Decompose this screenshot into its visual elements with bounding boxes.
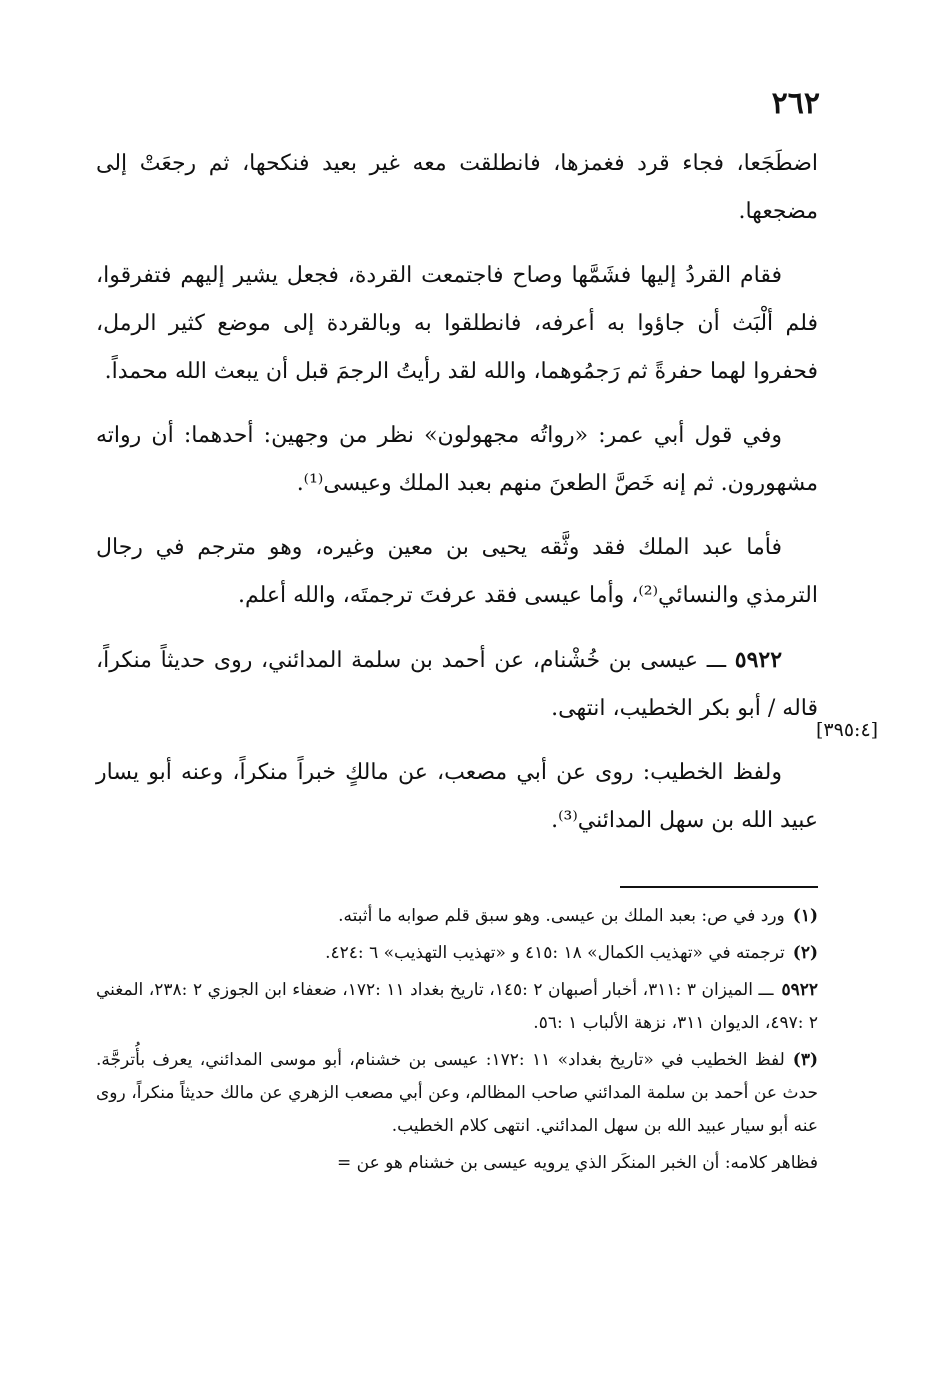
paragraph-1: اضطَجَعا، فجاء قرد فغمزها، فانطلقت معه غير بعيد فنكحها، ثم رجعَتْ إلى مضجعها. — [96, 151, 818, 224]
footnote-text: ترجمته في «تهذيب الكمال» ١٨ :٤١٥ و «تهذيب التهذيب» ٦ :٤٢٤. — [325, 943, 785, 963]
paragraph-6: ولفظ الخطيب: روى عن أبي مصعب، عن مالكٍ خبراً منكراً، وعنه أبو يسار عبيد الله بن سهل المدائني⁽³⁾. — [96, 760, 818, 833]
paragraph-2: فقام القردُ إليها فشَمَّها وصاح فاجتمعت القردة، فجعل يشير إليهم فتفرقوا، فلم ألْبَث أن جاؤوا به أعرفه، فانطلقوا به وبالقردة إلى موضع كثير الرمل، فحفروا لهما حفرةً ثم رَجمُوهما، والله لقد رأيتُ الرجمَ قبل أن يبعث الله محمداً. — [96, 263, 818, 384]
paragraph-3: وفي قول أبي عمر: «رواتُه مجهولون» نظر من وجهين: أحدهما: أن رواته مشهورون. ثم إنه خَصَّ الطعنَ منهم بعبد الملك وعيسى⁽¹⁾. — [96, 423, 818, 496]
page-number: ٢٦٢ — [771, 86, 820, 121]
entry-text: ـــ عيسى بن خُشْنام، عن أحمد بن سلمة المدائني، روى حديثاً منكراً، قاله / أبو بكر الخطيب، انتهى. — [96, 648, 818, 721]
footnote-number: ٥٩٢٢ — [781, 980, 818, 1000]
footnote-text: ورد في ص: بعبد الملك بن عيسى. وهو سبق قلم صوابه ما أثبته. — [338, 906, 785, 926]
footnote-2 — [96, 937, 818, 970]
volume-page-marker: [٣٩٥:٤] — [816, 719, 879, 741]
footnote-3 — [96, 1044, 818, 1143]
main-text — [96, 140, 818, 861]
entry-number: ٥٩٢٢ — [734, 647, 783, 673]
footnote-number: (١) — [792, 906, 818, 926]
footnotes — [96, 900, 818, 1184]
footnote-text: فظاهر كلامه: أن الخبر المنكَر الذي يرويه عيسى بن خشنام هو عن = — [336, 1153, 818, 1173]
footnote-1 — [96, 900, 818, 933]
paragraph-4: فأما عبد الملك فقد وثَّقه يحيى بن معين وغيره، وهو مترجم في رجال الترمذي والنسائي⁽²⁾، وأما عيسى فقد عرفتَ ترجمتَه، والله أعلم. — [96, 535, 818, 608]
footnote-number: (٣) — [792, 1050, 818, 1070]
footnote-divider — [620, 886, 818, 888]
footnote-continuation — [96, 1147, 818, 1180]
footnote-text: لفظ الخطيب في «تاريخ بغداد» ١١ :١٧٢: عيسى بن خشنام، أبو موسى المدائني، يعرف بأُترجَّة. حدث عن أحمد بن سلمة المدائني صاحب المظالم، وعن أبي مصعب الزهري عن مالك حديثاً منكراً، روى عنه أبو سيار عبيد الله بن سهل المدائني. انتهى كلام الخطيب. — [96, 1050, 818, 1136]
footnote-text: ـــ الميزان ٣ :٣١١، أخبار أصبهان ٢ :١٤٥، تاريخ بغداد ١١ :١٧٢، ضعفاء ابن الجوزي ٢ :٢٣٨، المغني ٢ :٤٩٧، الديوان ٣١١، نزهة الألباب ١ :٥٦. — [96, 980, 818, 1033]
footnote-entry-sources — [96, 974, 818, 1040]
entry-paragraph — [96, 636, 818, 733]
footnote-number: (٢) — [792, 943, 818, 963]
